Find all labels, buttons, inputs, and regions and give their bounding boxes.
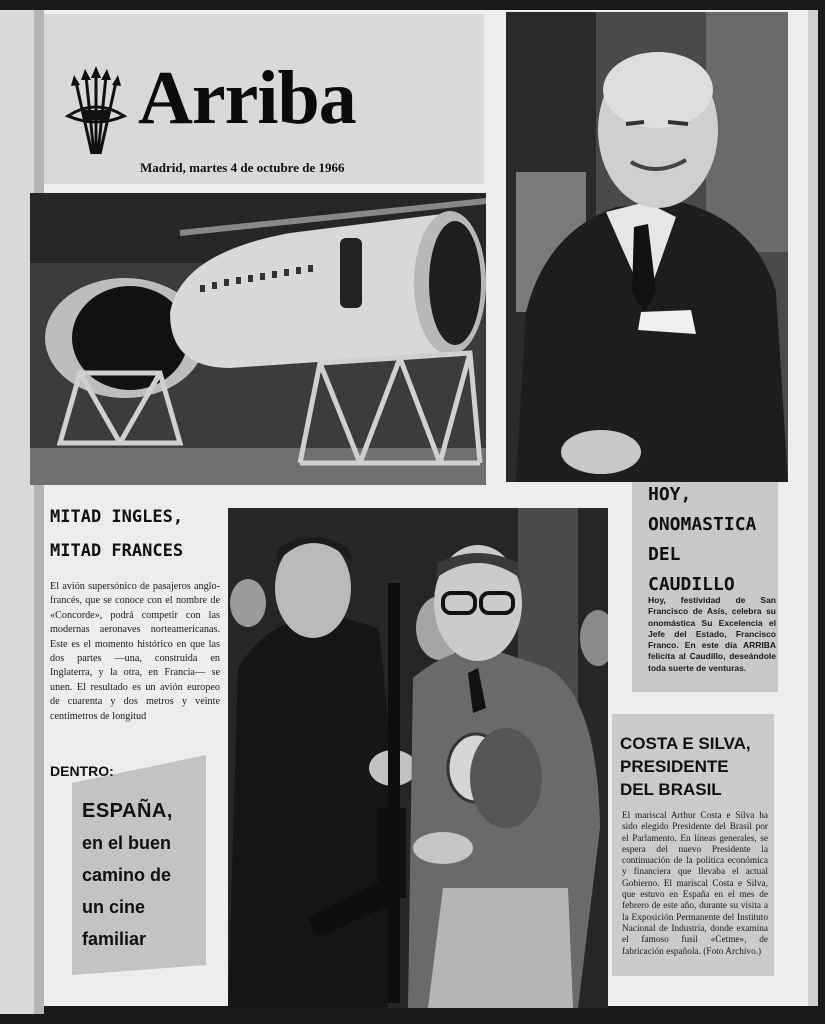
- dentro-line4: un cine: [82, 897, 146, 917]
- onomastica-headline-line3: DEL CAUDILLO: [648, 544, 735, 595]
- onomastica-headline-line2: ONOMASTICA: [648, 514, 757, 535]
- yoke-and-arrows-emblem: [64, 66, 128, 162]
- aircraft-assembly-photo: [30, 193, 486, 485]
- dentro-label: DENTRO:: [50, 763, 114, 779]
- dateline: Madrid, martes 4 de octubre de 1966: [140, 160, 345, 175]
- newspaper-title: Arriba: [138, 56, 356, 140]
- dentro-line1: ESPAÑA,: [82, 800, 173, 822]
- dentro-line2: en el buen: [82, 833, 172, 853]
- onomastica-headline: [648, 480, 776, 600]
- dentro-line5: familiar: [82, 929, 147, 949]
- costa-headline-line2: PRESIDENTE: [620, 757, 729, 776]
- page-edge: [808, 10, 818, 1006]
- franco-portrait-photo: [506, 12, 788, 482]
- concorde-article-body: El avión supersónico de pasajeros anglo-francés, que se conoce con el nombre de «Concorde», podrá competir con las modernas aeronaves norteamericanas. Este es el momento histórico en que las dos partes —una, construida en Inglaterra, y la otra, en Francia— se unen. El resultado es un avión europeo de cuarenta y dos metros y veinte centímetros de longitud: [50, 581, 220, 722]
- dentro-feature-teaser: [82, 795, 206, 955]
- concorde-headline-line1: MITAD INGLES,: [50, 507, 184, 527]
- costa-headline-line1: COSTA E SILVA,: [620, 734, 751, 753]
- costa-e-silva-article-body: El mariscal Arthur Costa e Silva ha sido elegido Presidente del Brasil por el Parlamento. En líneas generales, se espera del nuevo Presidente la continuación de la política económica y financiera que llevaba el actual Gobierno. El mariscal Costa e Silva, que estuvo en España en el mes de febrero de este año, durante su visita a la Exposición Permanente del Instituto Nacional de Industria, donde examina el famoso fusil «Cetme», de fabricación española. (Foto Archivo.): [622, 811, 768, 957]
- costa-headline-line3: DEL BRASIL: [620, 780, 722, 799]
- page-gutter: [34, 10, 44, 1014]
- costa-e-silva-headline: [620, 732, 770, 801]
- onomastica-headline-line1: HOY,: [648, 484, 692, 505]
- previous-page-strip: [0, 10, 34, 1014]
- concorde-headline-line2: MITAD FRANCES: [50, 541, 184, 561]
- dentro-line3: camino de: [82, 865, 172, 885]
- concorde-headline: [50, 500, 226, 568]
- costa-e-silva-photo: [228, 508, 608, 1008]
- onomastica-article-body: Hoy, festividad de San Francisco de Asís, celebra su onomástica Su Excelencia el Jefe del Estado, Francisco Franco. En este día ARRIBA felicita al Caudillo, deseándole toda suerte de venturas.: [648, 595, 776, 673]
